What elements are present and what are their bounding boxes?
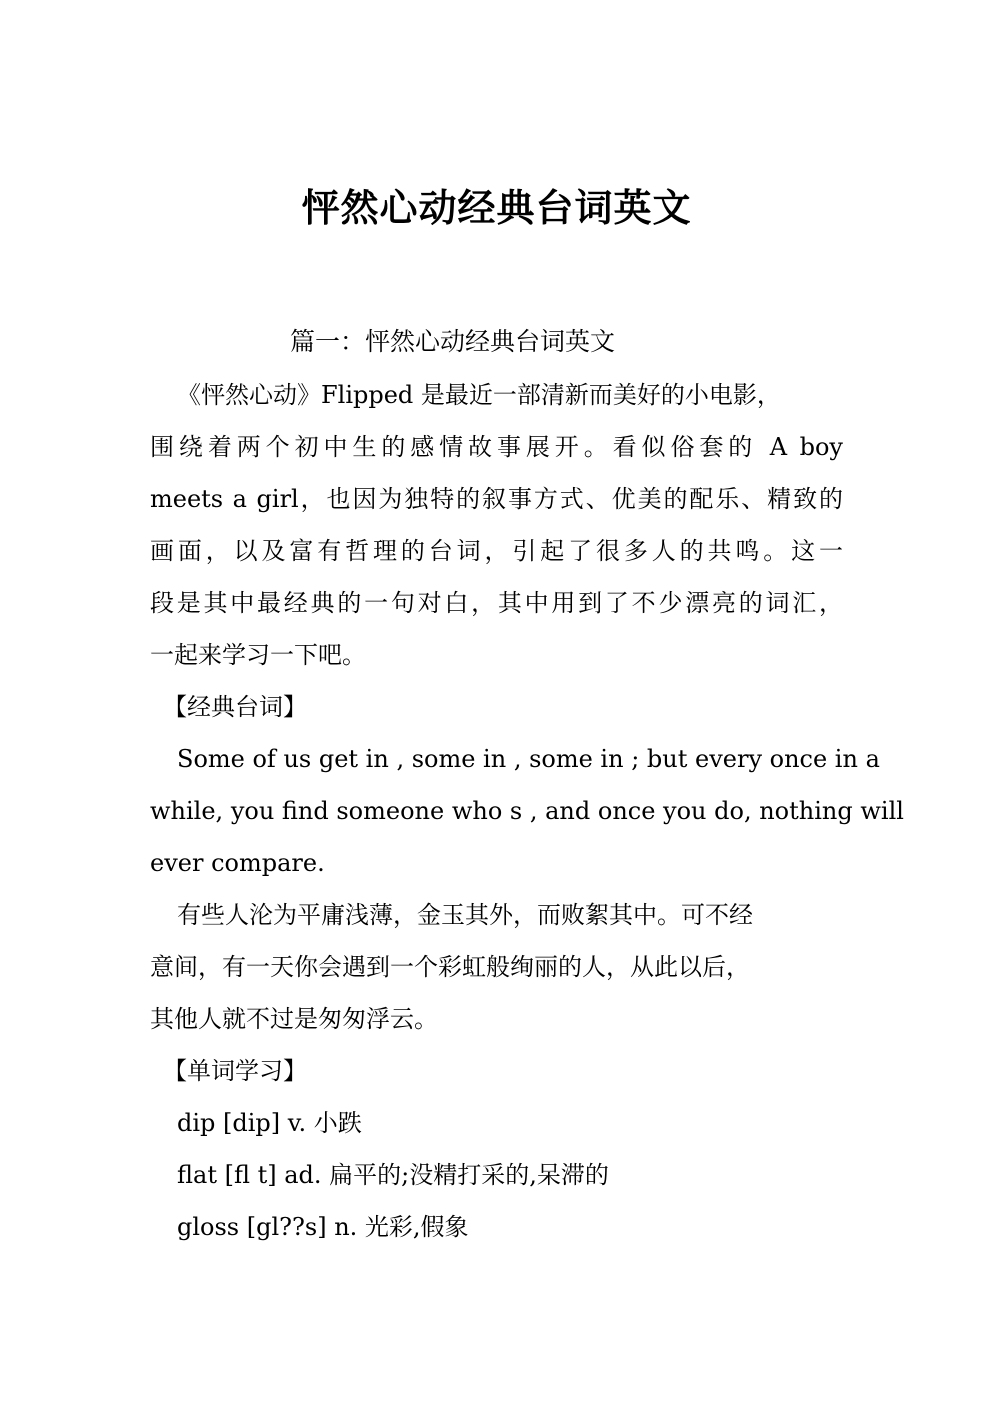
quote-en-line: while, you find someone who s , and once you do, nothing will [150,797,904,825]
section-heading: 篇一：怦然心动经典台词英文 [290,327,616,356]
intro-line: meets a girl，也因为独特的叙事方式、优美的配乐、精致的 [150,485,843,513]
intro-line: 画面，以及富有哲理的台词，引起了很多人的共鸣。这一 [150,537,843,565]
quote-zh-line: 有些人沦为平庸浅薄，金玉其外，而败絮其中。可不经 [177,901,753,929]
intro-line: 段是其中最经典的一句对白，其中用到了不少漂亮的词汇， [150,589,843,617]
vocab-item: dip [dip] v. 小跌 [177,1109,362,1137]
quote-zh-line: 其他人就不过是匆匆浮云。 [150,1005,438,1033]
intro-line: 围绕着两个初中生的感情故事展开。看似俗套的 A boy [150,433,843,461]
quote-en-line: Some of us get in , some in , some in ; but every once in a [177,745,880,773]
quote-zh-line: 意间，有一天你会遇到一个彩虹般绚丽的人，从此以后， [150,953,750,981]
quote-heading: 【经典台词】 [163,693,307,721]
intro-line: 《怦然心动》Flipped 是最近一部清新而美好的小电影， [177,381,781,409]
vocab-heading: 【单词学习】 [163,1057,307,1085]
vocab-item: flat [fl t] ad. 扁平的;没精打采的,呆滞的 [177,1161,609,1189]
page-title: 怦然心动经典台词英文 [301,185,692,230]
vocab-item: gloss [gl??s] n. 光彩,假象 [177,1213,469,1241]
quote-en-line: ever compare. [150,849,325,877]
intro-line: 一起来学习一下吧。 [150,641,366,669]
